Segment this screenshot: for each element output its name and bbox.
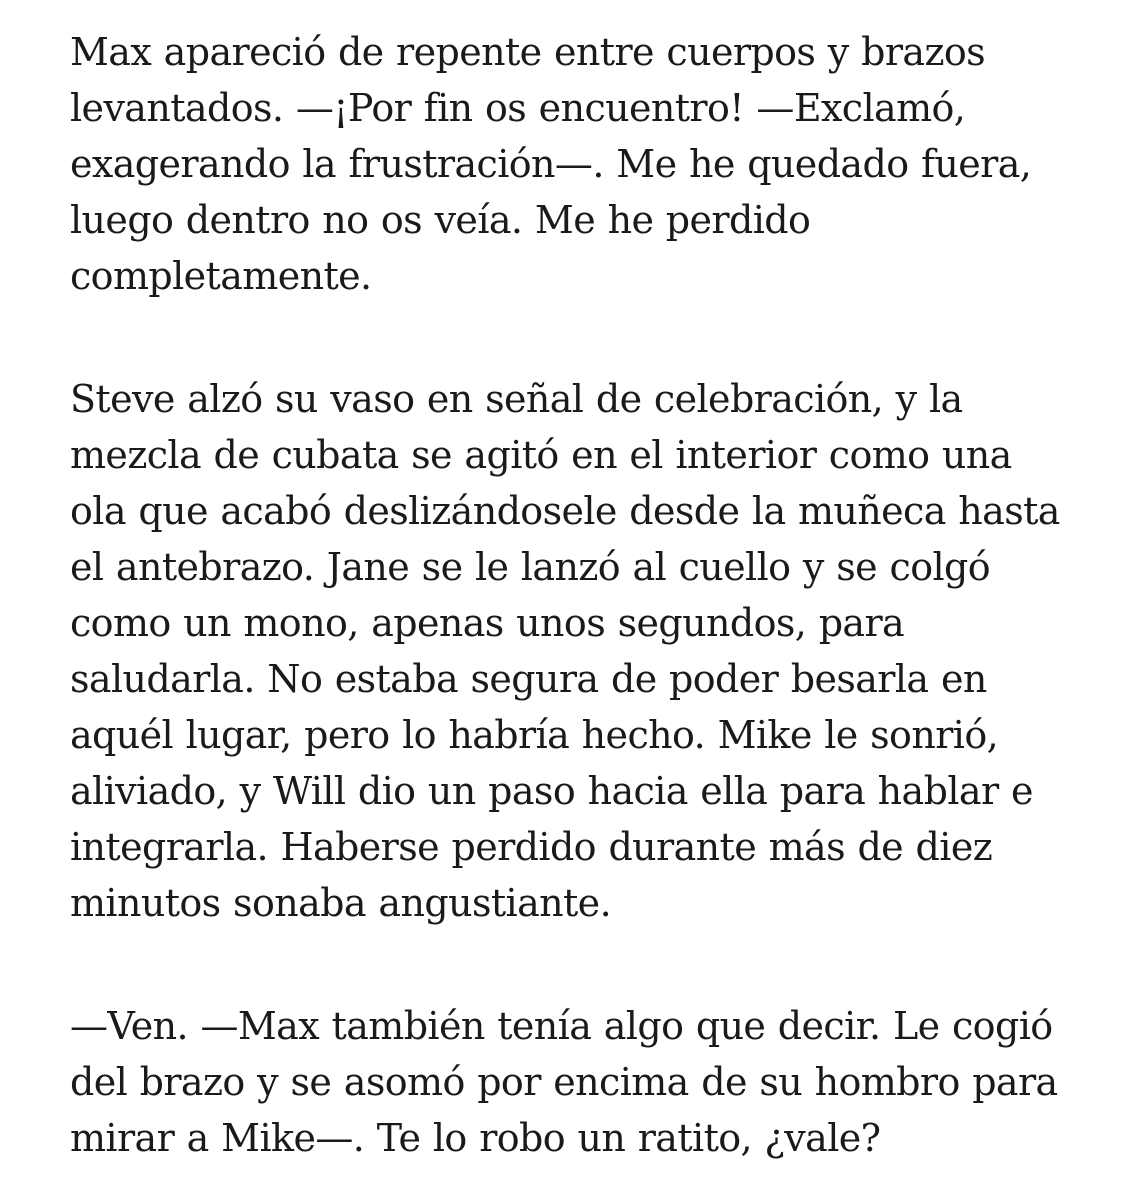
text-line: saludarla. No estaba segura de poder besarla en: [70, 657, 987, 701]
text-line: aliviado, y Will dio un paso hacia ella para hablar e: [70, 769, 1033, 813]
text-line: el antebrazo. Jane se le lanzó al cuello y se colgó: [70, 545, 991, 589]
paragraph-2: [70, 371, 1130, 931]
text-line: luego dentro no os veía. Me he perdido: [70, 198, 811, 242]
paragraph-1: [70, 24, 1130, 304]
document-page: [70, 24, 1130, 1166]
text-line: integrarla. Haberse perdido durante más de diez: [70, 825, 993, 869]
text-line: mezcla de cubata se agitó en el interior como una: [70, 433, 1012, 477]
text-line: ola que acabó deslizándosele desde la muñeca hasta: [70, 489, 1060, 533]
text-line: Max apareció de repente entre cuerpos y brazos: [70, 30, 986, 74]
text-line: levantados. —¡Por fin os encuentro! —Exclamó,: [70, 86, 966, 130]
text-line: minutos sonaba angustiante.: [70, 881, 612, 925]
text-line: mirar a Mike—. Te lo robo un ratito, ¿vale?: [70, 1116, 881, 1160]
text-line: exagerando la frustración—. Me he quedado fuera,: [70, 142, 1032, 186]
paragraph-3: [70, 998, 1130, 1166]
text-line: —Ven. —Max también tenía algo que decir. Le cogió: [70, 1004, 1053, 1048]
text-line: Steve alzó su vaso en señal de celebración, y la: [70, 377, 963, 421]
text-line: aquél lugar, pero lo habría hecho. Mike le sonrió,: [70, 713, 999, 757]
text-line: completamente.: [70, 254, 372, 298]
text-line: como un mono, apenas unos segundos, para: [70, 601, 905, 645]
text-line: del brazo y se asomó por encima de su hombro para: [70, 1060, 1058, 1104]
